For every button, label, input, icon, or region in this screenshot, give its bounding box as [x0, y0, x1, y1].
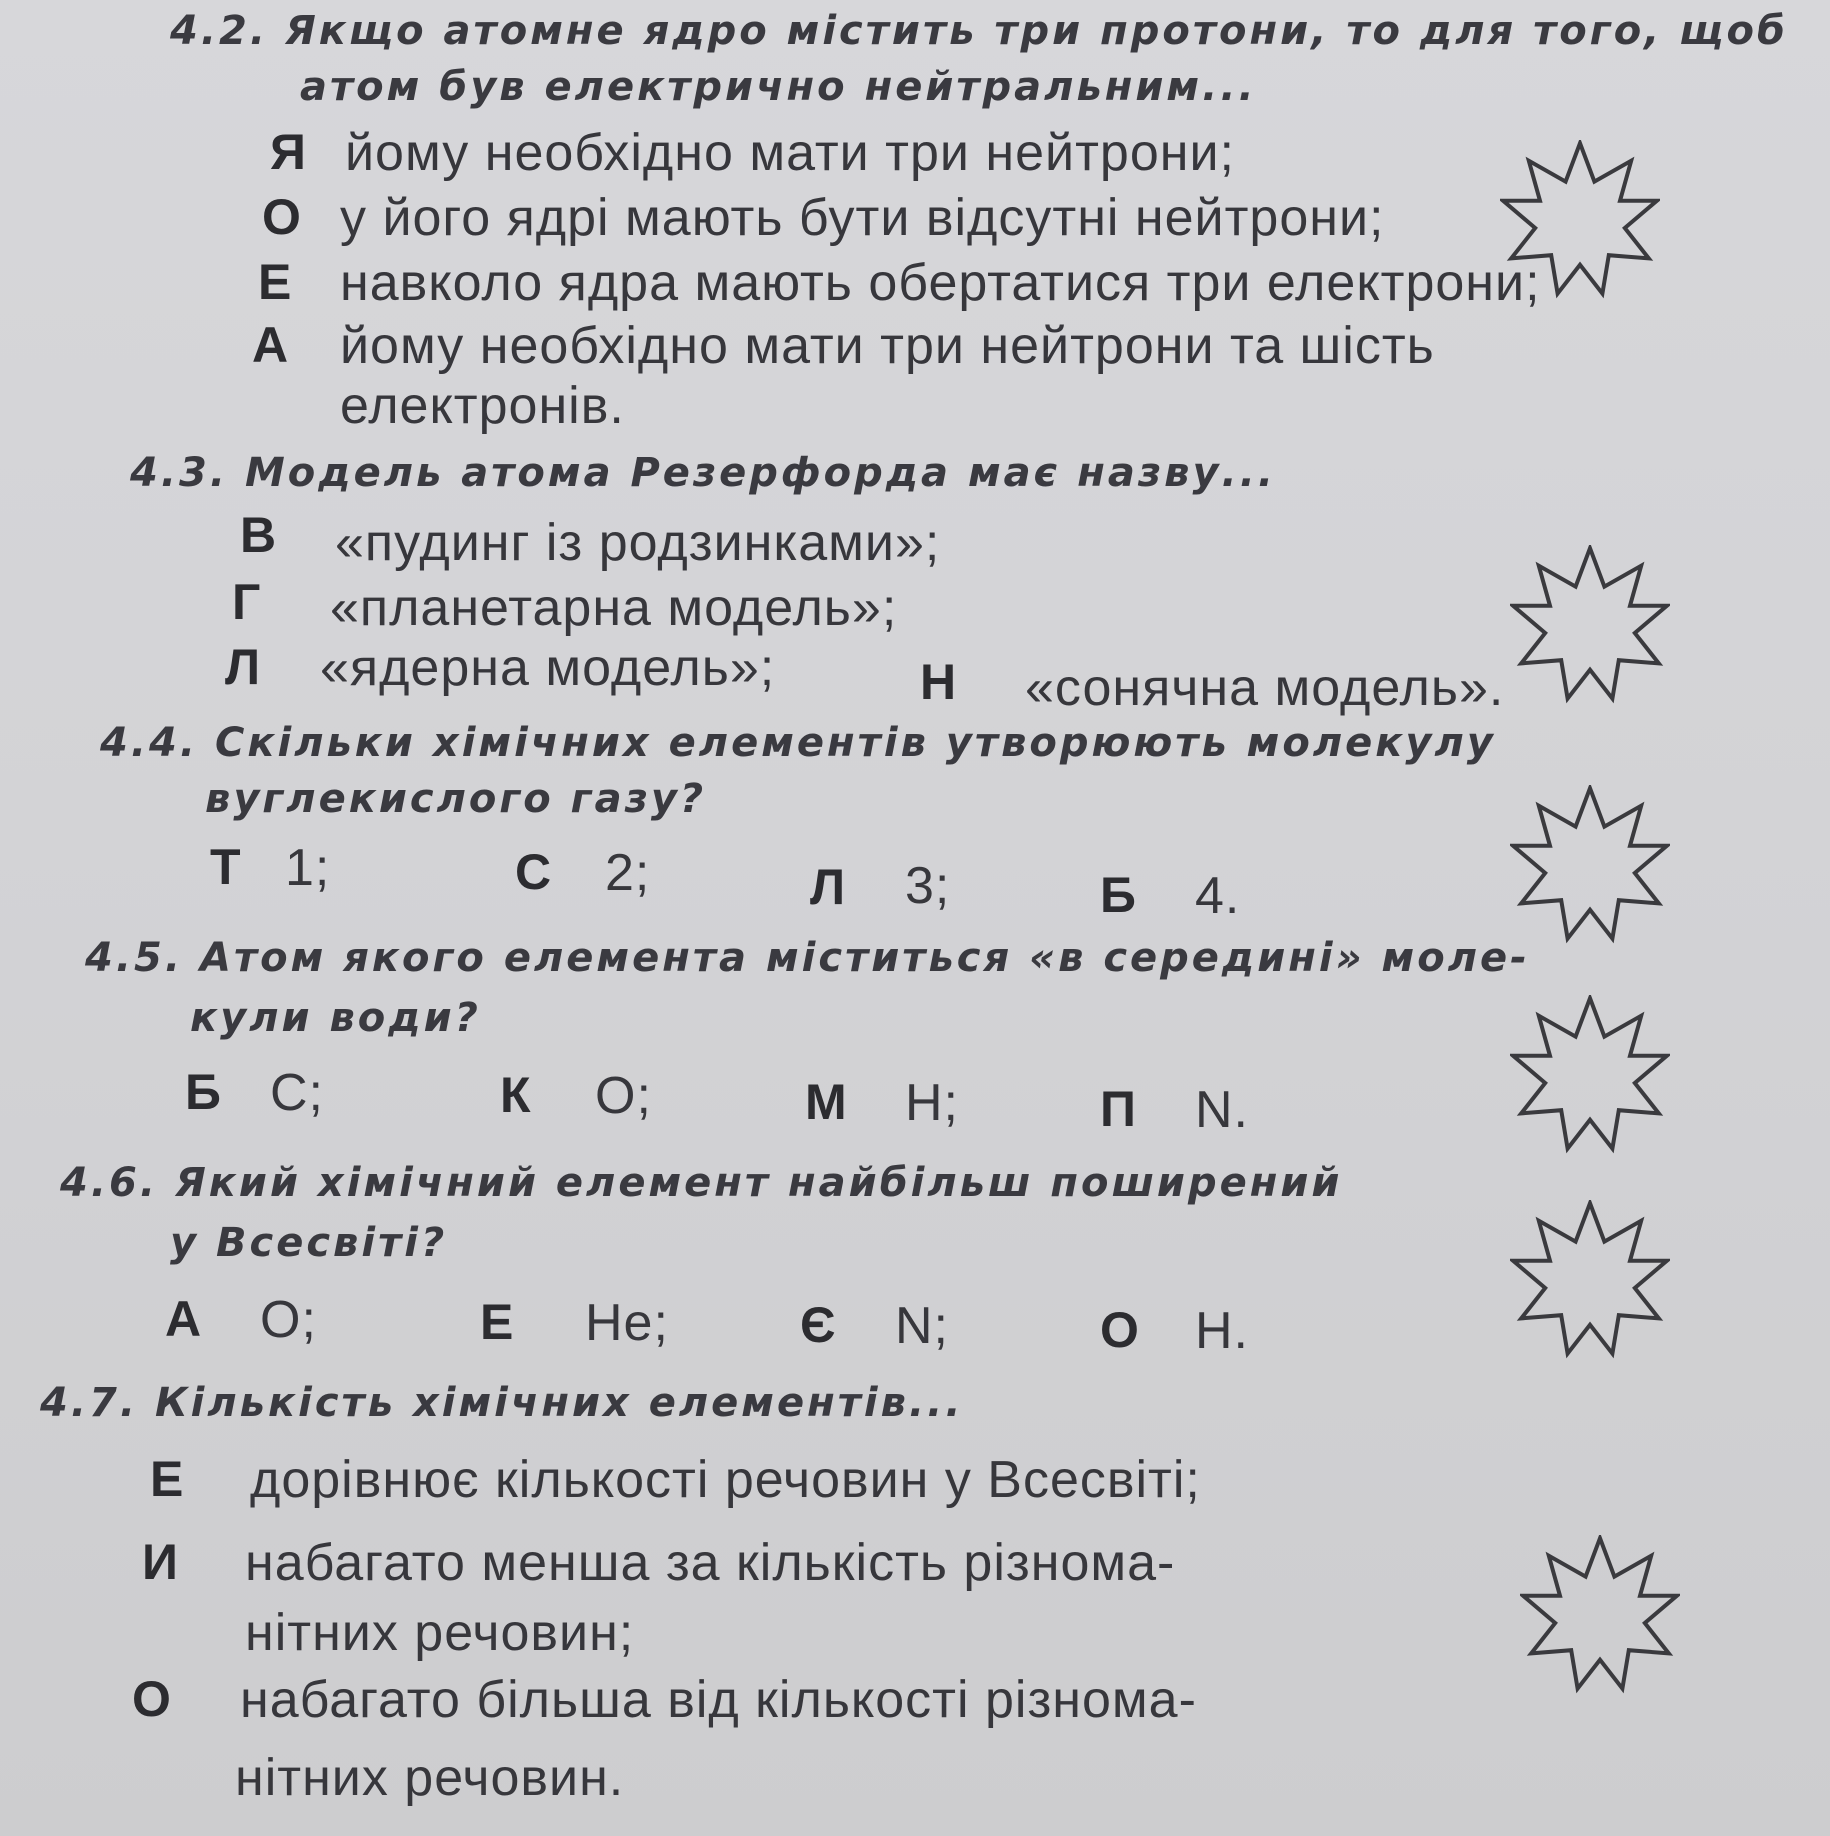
star-burst-icon [1510, 1200, 1670, 1360]
option-text: C; [270, 1064, 324, 1122]
option-text-cont: нітних речовин. [235, 1749, 625, 1807]
option-letter: Л [810, 859, 846, 915]
question-4-4-title: 4.4. Скільки хімічних елементів утворюють молекулу [100, 720, 1496, 766]
question-4-2-title-cont: атом був електрично нейтральним... [300, 64, 1257, 110]
option-text: у його ядрі мають бути відсутні нейтрони; [340, 189, 1385, 247]
option-letter: Н [920, 654, 957, 710]
option-letter: В [240, 507, 277, 563]
option-text: набагато більша від кількості різнома- [240, 1671, 1197, 1729]
option-letter: Л [225, 639, 261, 695]
option-text: H; [905, 1074, 959, 1132]
option-text: He; [585, 1294, 669, 1352]
option-text: 3; [905, 857, 951, 915]
option-letter: Б [1100, 867, 1136, 923]
star-burst-icon [1510, 995, 1670, 1155]
option-letter: Е [258, 254, 292, 310]
question-4-5-title: 4.5. Атом якого елемента міститься «в середині» моле- [85, 935, 1530, 981]
option-text: 2; [605, 844, 651, 902]
option-text: N. [1195, 1081, 1249, 1139]
option-letter: О [262, 189, 301, 245]
question-4-6-title: 4.6. Який хімічний елемент найбільш поширений [60, 1160, 1343, 1206]
question-4-3-title: 4.3. Модель атома Резерфорда має назву... [130, 450, 1277, 496]
answer-box-4-4[interactable] [1510, 785, 1670, 945]
answer-box-4-2[interactable] [1500, 140, 1660, 300]
option-text: «сонячна модель». [1025, 659, 1505, 717]
answer-box-4-7[interactable] [1520, 1535, 1680, 1695]
option-text: «ядерна модель»; [320, 639, 776, 697]
option-text: дорівнює кількості речовин у Всесвіті; [250, 1451, 1201, 1509]
option-text: N; [895, 1297, 949, 1355]
option-text: навколо ядра мають обертатися три електрони; [340, 254, 1541, 312]
option-letter: К [500, 1067, 531, 1123]
star-burst-icon [1510, 545, 1670, 705]
option-text: йому необхідно мати три нейтрони та шість [340, 317, 1435, 375]
option-letter: Б [185, 1064, 221, 1120]
option-text: «пудинг із родзинками»; [335, 514, 941, 572]
option-text: 4. [1195, 867, 1241, 925]
question-4-5-title-cont: кули води? [190, 995, 481, 1041]
option-letter: Т [210, 839, 241, 895]
answer-box-4-3[interactable] [1510, 545, 1670, 705]
star-burst-icon [1520, 1535, 1680, 1695]
option-letter: А [252, 317, 289, 373]
answer-box-4-6[interactable] [1510, 1200, 1670, 1360]
option-letter: А [165, 1291, 202, 1347]
star-burst-icon [1500, 140, 1660, 300]
option-letter: И [142, 1534, 178, 1590]
option-text: набагато менша за кількість різнома- [245, 1534, 1176, 1592]
option-text: 1; [285, 839, 331, 897]
question-4-4-title-cont: вуглекислого газу? [205, 776, 707, 822]
option-letter: Г [232, 574, 261, 630]
option-text: H. [1195, 1302, 1249, 1360]
option-letter: С [515, 844, 552, 900]
answer-box-4-5[interactable] [1510, 995, 1670, 1155]
question-4-7-title: 4.7. Кількість хімічних елементів... [40, 1380, 964, 1426]
option-text-cont: нітних речовин; [245, 1604, 635, 1662]
question-4-2-title: 4.2. Якщо атомне ядро містить три протони, то для того, щоб [170, 8, 1788, 54]
question-4-6-title-cont: у Всесвіті? [170, 1220, 448, 1266]
star-burst-icon [1510, 785, 1670, 945]
option-letter: Я [270, 124, 306, 180]
option-text: йому необхідно мати три нейтрони; [345, 124, 1235, 182]
option-text: O; [260, 1291, 317, 1349]
option-letter: П [1100, 1081, 1136, 1137]
option-text: O; [595, 1067, 652, 1125]
option-letter: О [1100, 1302, 1139, 1358]
option-letter: М [805, 1074, 847, 1130]
option-letter: Е [480, 1294, 514, 1350]
option-letter: Є [800, 1297, 836, 1353]
option-letter: О [132, 1671, 171, 1727]
option-text-cont: електронів. [340, 377, 625, 435]
option-text: «планетарна модель»; [330, 579, 898, 637]
option-letter: Е [150, 1451, 184, 1507]
